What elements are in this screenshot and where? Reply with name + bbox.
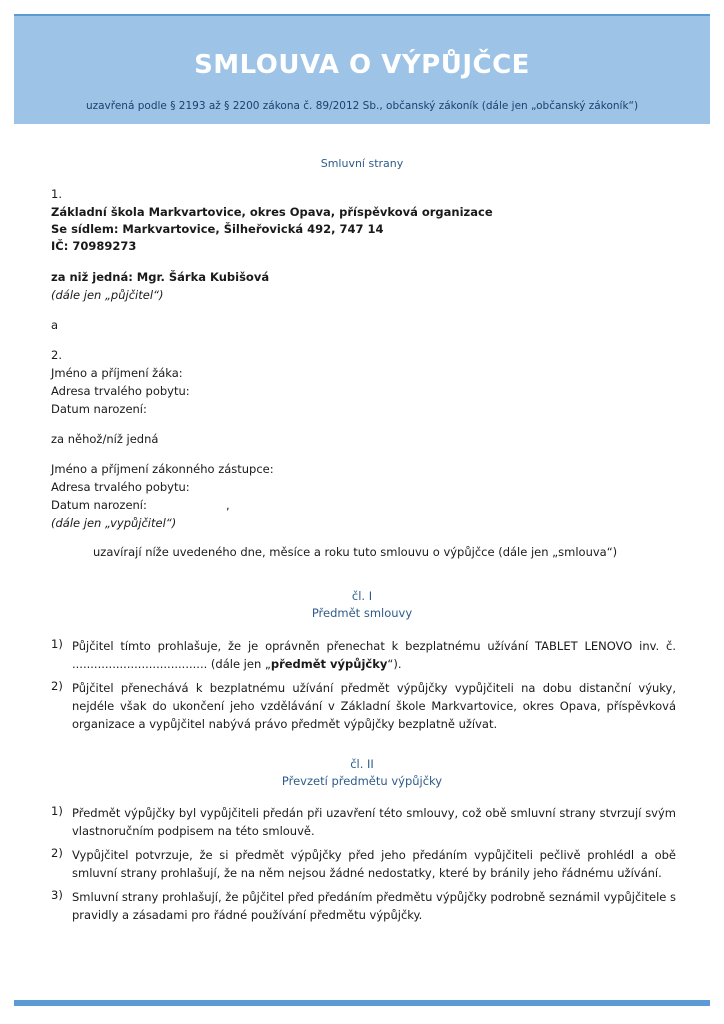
- party1-seat: Se sídlem: Markvartovice, Šilheřovická 492, 747 14: [51, 222, 384, 236]
- guardian-birth-label: Datum narození:: [51, 498, 147, 512]
- party1-number: 1.: [51, 187, 62, 201]
- party1-role: (dále jen „půjčitel“): [51, 288, 164, 302]
- article1-title: Předmět smlouvy: [311, 606, 413, 620]
- article2-item1-text: Předmět výpůjčky byl vypůjčiteli předán při uzavření této smlouvy, což obě smluvní strany stvrzují svým vlastnoručním podpisem na této smlouvě.: [72, 806, 676, 838]
- conclusion-text: uzavírají níže uvedeného dne, měsíce a roku tuto smlouvu o výpůjčce (dále jen „smlouva“): [93, 545, 618, 559]
- document-subtitle: uzavřená podle § 2193 až § 2200 zákona č. 89/2012 Sb., občanský zákoník (dále jen „občanský zákoník“): [85, 100, 639, 112]
- article2-item2-text: Vypůjčitel potvrzuje, že si předmět výpůjčky před jeho předáním vypůjčiteli pečlivě prohlédl a obě smluvní strany prohlašují, že na něm nejsou žádné nedostatky, které by bránily jeho řádnému užívání.: [72, 848, 676, 880]
- article1-item1-text: [72, 637, 676, 673]
- article1-item2-number: 2): [51, 679, 63, 693]
- article1-item1-number: 1): [51, 637, 63, 651]
- document-title: SMLOUVA O VÝPŮJČCE: [194, 50, 530, 80]
- and-connector: a: [51, 318, 59, 332]
- footer-rule: [14, 1000, 710, 1006]
- article2-item2-number: 2): [51, 846, 63, 860]
- guardian-address-label: Adresa trvalého pobytu:: [51, 480, 190, 494]
- party1-ic: IČ: 70989273: [51, 239, 137, 253]
- party2-number: 2.: [51, 348, 62, 362]
- parties-heading: Smluvní strany: [320, 157, 404, 170]
- title-banner: [14, 14, 710, 124]
- party2-role: (dále jen „vypůjčitel“): [51, 516, 177, 530]
- guardian-name-label: Jméno a příjmení zákonného zástupce:: [51, 462, 274, 476]
- article1-item1-line2: [72, 655, 676, 673]
- guardian-birth-separator: ,: [226, 498, 230, 512]
- student-address-label: Adresa trvalého pobytu:: [51, 384, 190, 398]
- article1-item1-line2-post: “).: [387, 657, 402, 671]
- article1-item1-line2-pre: ..................................... (dále jen „: [72, 657, 271, 671]
- article1-item1-subject-term: předmět výpůjčky: [270, 657, 388, 671]
- article1-item1-line1: Půjčitel tímto prohlašuje, že je oprávněn přenechat k bezplatnému užívání TABLET LENOVO inv. č.: [72, 639, 676, 653]
- article2-number: čl. II: [350, 757, 374, 771]
- party1-name: Základní škola Markvartovice, okres Opava, příspěvková organizace: [51, 205, 493, 219]
- article2-item3-text: Smluvní strany prohlašují, že půjčitel před předáním předmětu výpůjčky podrobně seznámil vypůjčitele s pravidly a zásadami pro řádné používání předmětu výpůjčky.: [72, 890, 677, 922]
- article1-item2-text: Půjčitel přenechává k bezplatnému užívání předmět výpůjčky vypůjčiteli na dobu distanční výuky, nejdéle však do ukončení jeho vzdělávání v Základní škole Markvartovice, okres Opava, příspěvková organizace a vypůjčitel nabývá právo předmět výpůjčky bezplatně užívat.: [72, 681, 676, 731]
- party1-acting: za niž jedná: Mgr. Šárka Kubišová: [51, 270, 270, 284]
- student-name-label: Jméno a příjmení žáka:: [51, 366, 183, 380]
- article2-item1-number: 1): [51, 804, 63, 818]
- student-birth-label: Datum narození:: [51, 402, 147, 416]
- article2-title: Převzetí předmětu výpůjčky: [281, 774, 443, 788]
- party2-acting: za něhož/níž jedná: [51, 432, 159, 446]
- article1-number: čl. I: [351, 589, 373, 603]
- article2-item3-number: 3): [51, 888, 63, 902]
